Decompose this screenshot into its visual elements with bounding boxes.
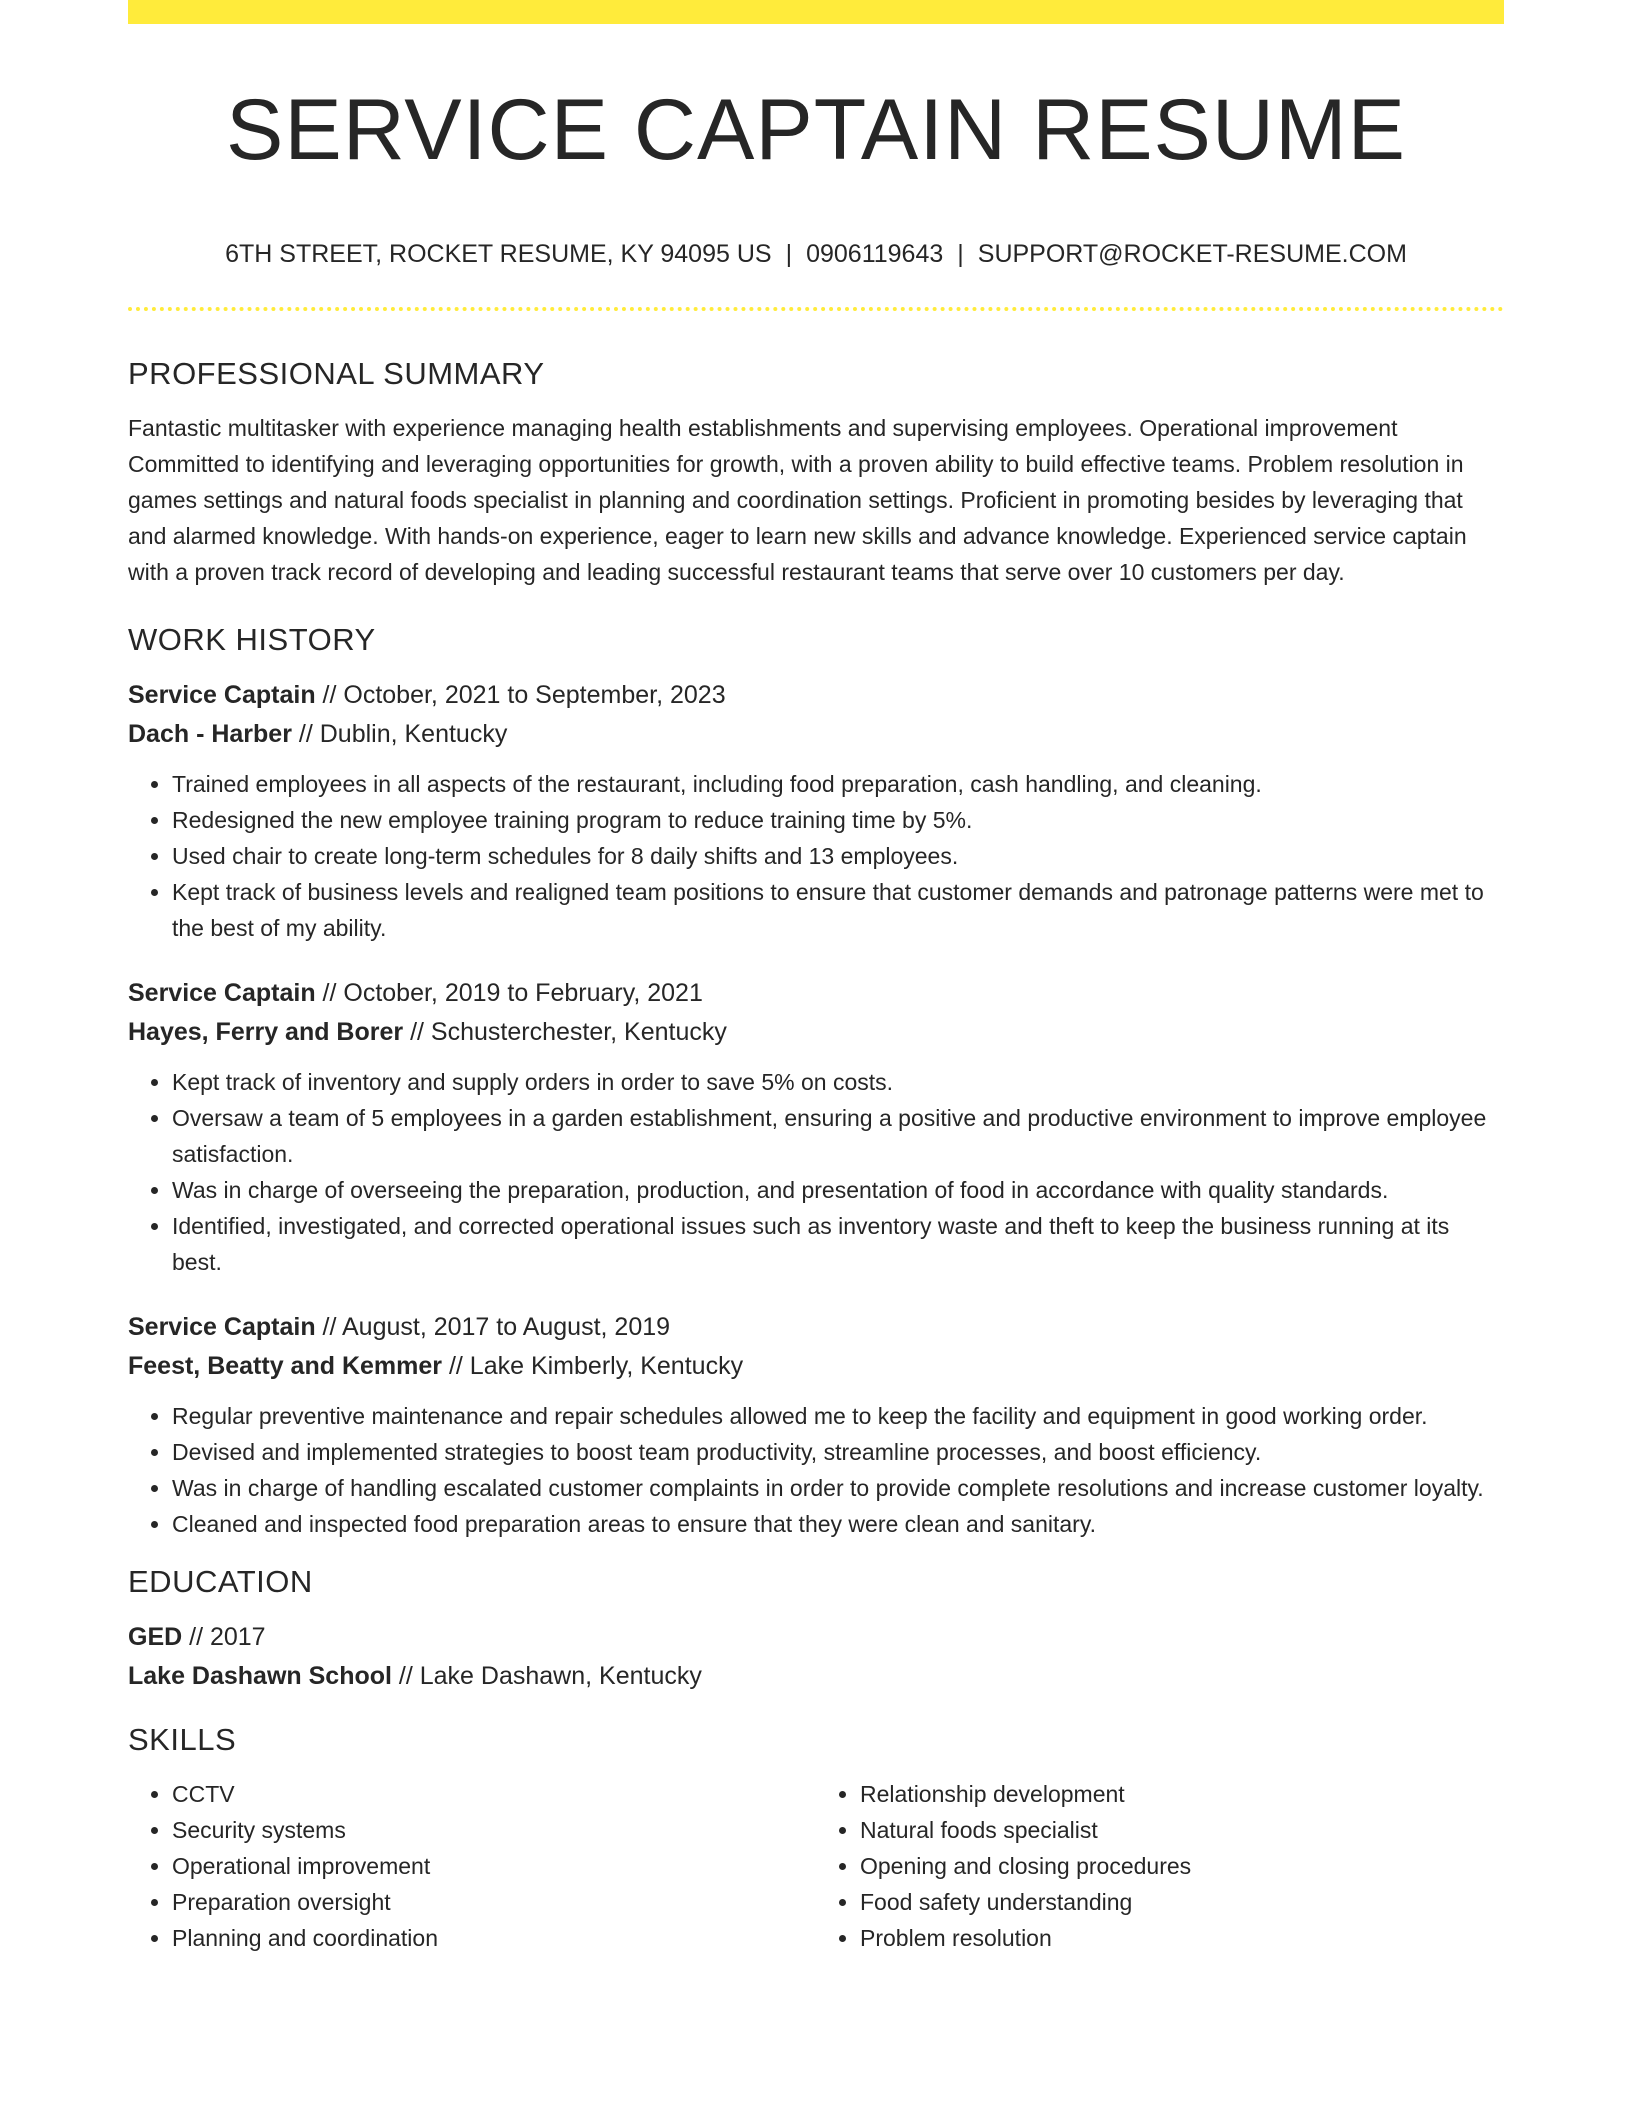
degree-line — [128, 1618, 1504, 1657]
job-bullets — [128, 1064, 1504, 1280]
job-bullet: • Was in charge of overseeing the preparation, production, and presentation of food in accordance with quality standards. — [172, 1172, 1504, 1208]
job-dates: // October, 2021 to September, 2023 — [315, 681, 726, 709]
resume-body — [128, 352, 1504, 1956]
job-bullet: • Redesigned the new employee training program to reduce training time by 5%. — [172, 802, 1504, 838]
skills-list-left — [128, 1776, 816, 1956]
school-location: // Lake Dashawn, Kentucky — [391, 1662, 702, 1690]
job-title-line — [128, 676, 1504, 715]
education-section — [128, 1560, 1504, 1696]
contact-line — [128, 236, 1504, 272]
summary-text: Fantastic multitasker with experience managing health establishments and supervising employees. Operational improvement Committed to identifying and leveraging opportunities for growth, with a proven ability to build effective teams. Problem resolution in games settings and natural foods specialist in planning and coordination settings. Proficient in promoting besides by leveraging that and alarmed knowledge. With hands-on experience, eager to learn new skills and advance knowledge. Experienced service captain with a proven track record of developing and leading successful restaurant teams that serve over 10 customers per day. — [128, 415, 1467, 585]
job-dates: // August, 2017 to August, 2019 — [315, 1313, 671, 1341]
skills-section — [128, 1718, 1504, 1956]
education-heading: EDUCATION — [128, 1564, 313, 1599]
job-company-line — [128, 1013, 1504, 1052]
job-title: Service Captain — [128, 681, 316, 709]
job-location: // Lake Kimberly, Kentucky — [442, 1352, 744, 1380]
job-bullet: • Devised and implemented strategies to boost team productivity, streamline processes, and boost efficiency. — [172, 1434, 1504, 1470]
job-company: Hayes, Ferry and Borer — [128, 1018, 404, 1046]
skill-item: • Opening and closing procedures — [860, 1848, 1504, 1884]
skill-item: • Planning and coordination — [172, 1920, 816, 1956]
contact-separator: | — [957, 240, 964, 268]
dotted-divider — [128, 307, 1504, 311]
contact-email: SUPPORT@ROCKET-RESUME.COM — [977, 240, 1407, 268]
job-bullet: • Was in charge of handling escalated customer complaints in order to provide complete resolutions and increase customer loyalty. — [172, 1470, 1504, 1506]
job-title-line — [128, 974, 1504, 1013]
top-accent-bar — [128, 0, 1504, 24]
school-line — [128, 1657, 1504, 1696]
work-history-section — [128, 618, 1504, 1542]
skill-item: • Natural foods specialist — [860, 1812, 1504, 1848]
job-bullet: • Regular preventive maintenance and repair schedules allowed me to keep the facility and equipment in good working order. — [172, 1398, 1504, 1434]
job-bullets — [128, 766, 1504, 946]
skill-item: • CCTV — [172, 1776, 816, 1812]
degree-year: // 2017 — [182, 1623, 266, 1651]
skills-heading: SKILLS — [128, 1722, 237, 1757]
job-location: // Dublin, Kentucky — [291, 720, 508, 748]
job-entry — [128, 974, 1504, 1280]
job-bullet: • Used chair to create long-term schedules for 8 daily shifts and 13 employees. — [172, 838, 1504, 874]
skill-item: • Food safety understanding — [860, 1884, 1504, 1920]
job-company-line — [128, 1347, 1504, 1386]
job-location: // Schusterchester, Kentucky — [403, 1018, 727, 1046]
job-dates: // October, 2019 to February, 2021 — [315, 979, 703, 1007]
resume-title: SERVICE CAPTAIN RESUME — [225, 82, 1407, 178]
contact-phone: 0906119643 — [806, 240, 944, 268]
summary-heading: PROFESSIONAL SUMMARY — [128, 356, 545, 391]
summary-section — [128, 352, 1504, 590]
skill-item: • Preparation oversight — [172, 1884, 816, 1920]
job-bullet: • Kept track of business levels and realigned team positions to ensure that customer demands and patronage patterns were met to the best of my ability. — [172, 874, 1504, 946]
job-bullets — [128, 1398, 1504, 1542]
job-bullet: • Oversaw a team of 5 employees in a garden establishment, ensuring a positive and productive environment to improve employee satisfaction. — [172, 1100, 1504, 1172]
job-title: Service Captain — [128, 979, 316, 1007]
job-bullet: • Kept track of inventory and supply orders in order to save 5% on costs. — [172, 1064, 1504, 1100]
skill-item: • Operational improvement — [172, 1848, 816, 1884]
contact-address: 6TH STREET, ROCKET RESUME, KY 94095 US — [225, 240, 772, 268]
job-entry — [128, 1308, 1504, 1542]
job-entry — [128, 676, 1504, 946]
job-bullet: • Identified, investigated, and corrected operational issues such as inventory waste and theft to keep the business running at its best. — [172, 1208, 1504, 1280]
degree: GED — [128, 1623, 183, 1651]
job-bullet: • Cleaned and inspected food preparation areas to ensure that they were clean and sanitary. — [172, 1506, 1504, 1542]
job-title: Service Captain — [128, 1313, 316, 1341]
school-name: Lake Dashawn School — [128, 1662, 392, 1690]
skill-item: • Problem resolution — [860, 1920, 1504, 1956]
job-bullet: • Trained employees in all aspects of the restaurant, including food preparation, cash handling, and cleaning. — [172, 766, 1504, 802]
contact-separator: | — [785, 240, 793, 268]
skills-columns — [128, 1776, 1504, 1956]
job-title-line — [128, 1308, 1504, 1347]
skills-list-right — [816, 1776, 1504, 1956]
skill-item: • Relationship development — [860, 1776, 1504, 1812]
job-company-line — [128, 715, 1504, 754]
job-company: Feest, Beatty and Kemmer — [128, 1352, 443, 1380]
skill-item: • Security systems — [172, 1812, 816, 1848]
work-history-heading: WORK HISTORY — [128, 622, 376, 657]
job-company: Dach - Harber — [128, 720, 292, 748]
